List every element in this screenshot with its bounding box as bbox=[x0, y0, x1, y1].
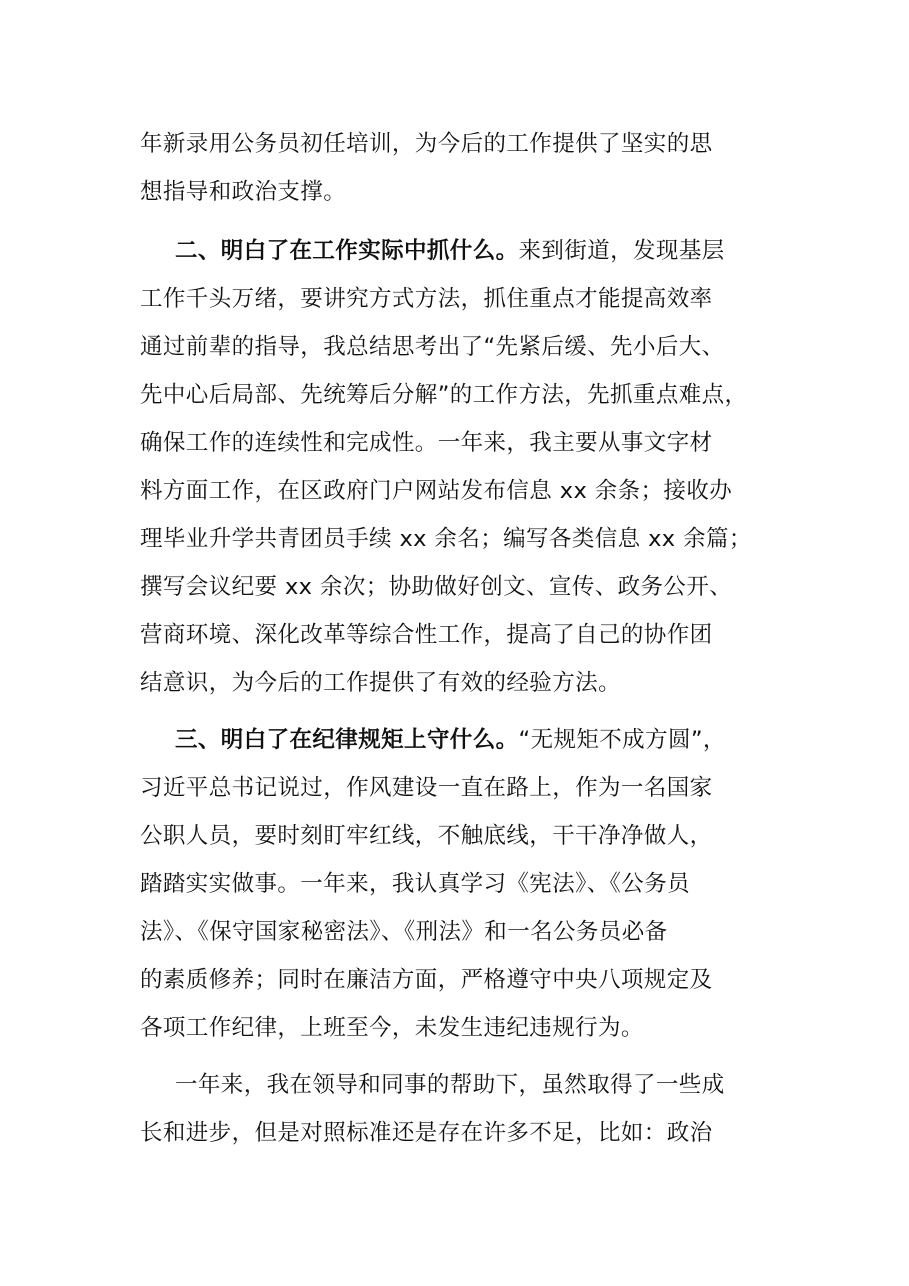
section-3-heading: 三、明白了在纪律规矩上守什么。 bbox=[175, 727, 519, 753]
paragraph-line: 长和进步，但是对照标准还是存在许多不足，比如：政治 bbox=[140, 1120, 713, 1146]
paragraph-line: 料方面工作，在区政府门户网站发布信息 xx 余条；接收办 bbox=[140, 478, 733, 504]
paragraph-line: 的素质修养；同时在廉洁方面，严格遵守中央八项规定及 bbox=[140, 967, 713, 993]
paragraph-line: 想指导和政治支撑。 bbox=[140, 179, 347, 205]
paragraph-line: 习近平总书记说过，作风建设一直在路上，作为一名国家 bbox=[140, 775, 713, 801]
paragraph-line: 踏踏实实做事。一年来，我认真学习《宪法》、《公务员 bbox=[140, 871, 691, 897]
section-2-first-line bbox=[175, 234, 725, 268]
section-3-text: “无规矩不成方圆”， bbox=[518, 727, 726, 753]
paragraph-line: 公职人员，要时刻盯牢红线，不触底线，干干净净做人， bbox=[140, 823, 713, 849]
paragraph-line: 确保工作的连续性和完成性。一年来，我主要从事文字材 bbox=[140, 430, 713, 456]
section-2-text: 来到街道，发现基层 bbox=[518, 238, 725, 264]
paragraph-line: 理毕业升学共青团员手续 xx 余名；编写各类信息 xx 余篇； bbox=[140, 526, 752, 552]
paragraph-line: 营商环境、深化改革等综合性工作，提高了自己的协作团 bbox=[140, 622, 713, 648]
paragraph-line: 先中心后局部、先统筹后分解”的工作方法，先抓重点难点， bbox=[140, 382, 748, 408]
paragraph-line: 撰写会议纪要 xx 余次；协助做好创文、宣传、政务公开、 bbox=[140, 574, 733, 600]
paragraph-line: 各项工作纪律，上班至今，未发生违纪违规行为。 bbox=[140, 1015, 644, 1041]
section-2-heading: 二、明白了在工作实际中抓什么。 bbox=[175, 238, 519, 264]
section-3-first-line bbox=[175, 723, 726, 757]
paragraph-line: 结意识，为今后的工作提供了有效的经验方法。 bbox=[140, 670, 621, 696]
paragraph-line: 通过前辈的指导，我总结思考出了“先紧后缓、先小后大、 bbox=[140, 334, 725, 360]
paragraph-line: 一年来，我在领导和同事的帮助下，虽然取得了一些成 bbox=[175, 1072, 725, 1098]
paragraph-line: 工作千头万绪，要讲究方式方法，抓住重点才能提高效率 bbox=[140, 286, 713, 312]
paragraph-line: 年新录用公务员初任培训，为今后的工作提供了坚实的思 bbox=[140, 131, 713, 157]
paragraph-line: 法》、《保守国家秘密法》、《刑法》和一名公务员必备 bbox=[140, 919, 668, 945]
